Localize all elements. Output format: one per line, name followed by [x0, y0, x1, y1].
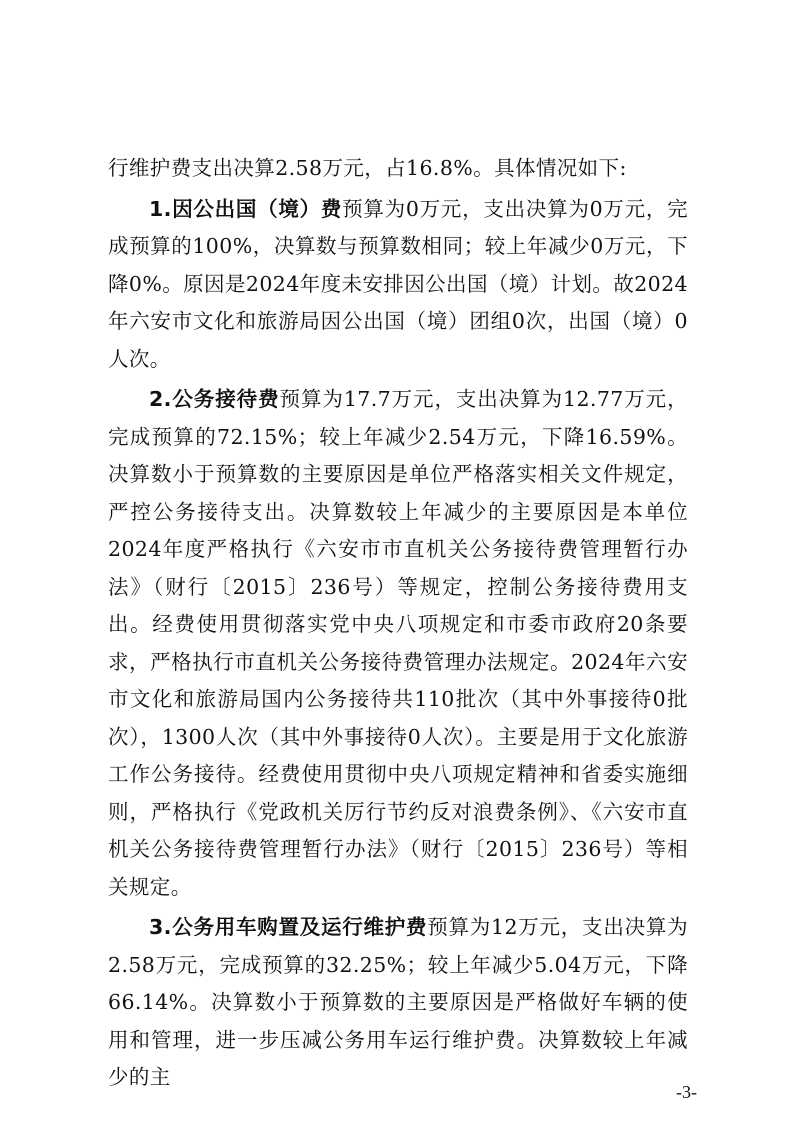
paragraph-vehicles [108, 909, 688, 1097]
heading-vehicles: 3.公务用车购置及运行维护费 [149, 915, 428, 939]
paragraph-outbound-travel [108, 191, 688, 379]
paragraph-intro-text: 行维护费支出决算2.58万元，占16.8%。具体情况如下: [108, 156, 627, 180]
page-number: -3- [676, 1082, 697, 1102]
paragraph-vehicles-text: 预算为12万元，支出决算为2.58万元，完成预算的32.25%；较上年减少5.04万元，下降66.14%。决算数小于预算数的主要原因是严格做好车辆的使用和管理，进一步压减公务用车运行维护费。决算数较上年减少的主 [108, 915, 688, 1089]
paragraph-reception-text: 预算为17.7万元，支出决算为12.77万元，完成预算的72.15%；较上年减少2.54万元，下降16.59%。决算数小于预算数的主要原因是单位严格落实相关文件规定，严控公务接待支出。决算数较上年减少的主要原因是本单位2024年度严格执行《六安市市直机关公务接待费管理暂行办法》（财行〔2015〕236号）等规定，控制公务接待费用支出。经费使用贯彻落实党中央八项规定和市委市政府20条要求，严格执行市直机关公务接待费管理办法规定。2024年六安市文化和旅游局国内公务接待共110批次（其中外事接待0批次），1300人次（其中外事接待0人次）。主要是用于文化旅游工作公务接待。经费使用贯彻中央八项规定精神和省委实施细则，严格执行《党政机关厉行节约反对浪费条例》、《六安市直机关公务接待费管理暂行办法》（财行〔2015〕236号）等相关规定。 [108, 387, 688, 899]
paragraph-outbound-travel-text: 预算为0万元，支出决算为0万元，完成预算的100%，决算数与预算数相同；较上年减少0万元，下降0%。原因是2024年度未安排因公出国（境）计划。故2024年六安市文化和旅游局因公出国（境）团组0次，出国（境）0人次。 [108, 196, 688, 371]
heading-reception: 2.公务接待费 [149, 387, 280, 411]
document-body [108, 150, 688, 1097]
paragraph-intro [108, 150, 688, 188]
paragraph-reception [108, 381, 688, 906]
heading-outbound-travel: 1.因公出国（境）费 [149, 196, 343, 221]
